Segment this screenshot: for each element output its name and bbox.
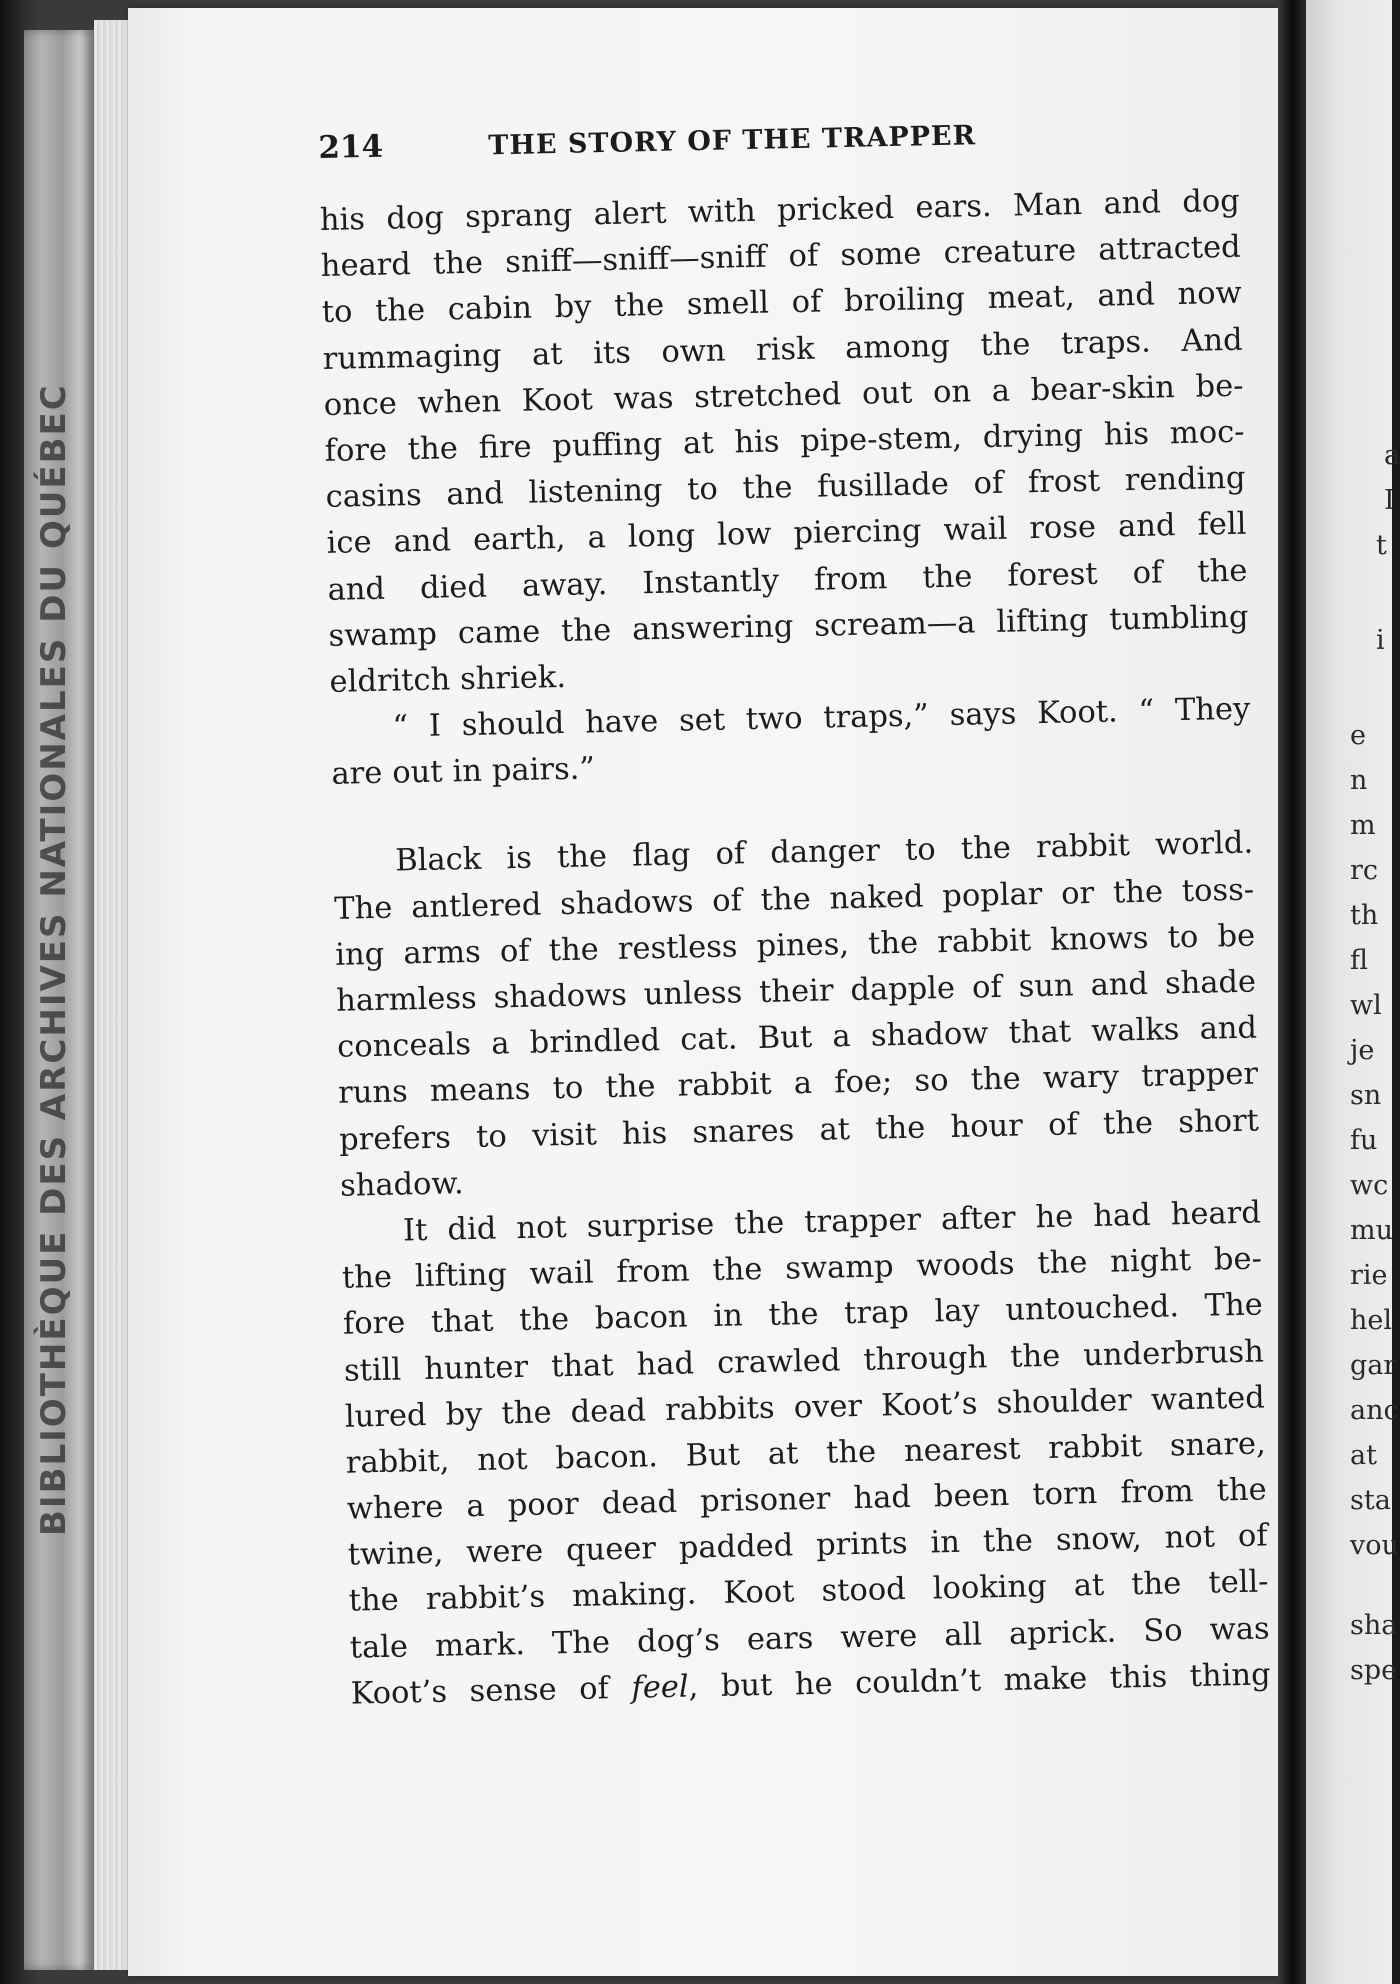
next-page-fragment: e [1350, 720, 1366, 751]
book-gutter [1278, 0, 1306, 1984]
next-page-fragment: wl [1350, 990, 1382, 1021]
text-line: Koot’s sense of feel, but he couldn’t make this thing [350, 1657, 1271, 1712]
text-line: tale mark. The dog’s ears were all aprick. So was [349, 1611, 1270, 1666]
next-page-fragment: hel [1350, 1305, 1393, 1336]
text-line: still hunter that had crawled through the underbrush [343, 1333, 1265, 1389]
next-page-fragment: rie [1350, 1260, 1388, 1291]
text-line: casins and listening to the fusillade of frost rending [325, 460, 1246, 516]
next-page-fragment: je [1350, 1035, 1375, 1066]
page-number: 214 [318, 128, 384, 166]
text-line: It did not surprise the trapper after he had heard [402, 1195, 1262, 1249]
text-line: are out in pairs.” [331, 751, 596, 793]
next-page-edge [1306, 0, 1400, 1984]
next-page-fragment: i [1376, 625, 1385, 656]
text-line: Black is the flag of danger to the rabbit world. [394, 826, 1254, 879]
text-line: eldritch shriek. [329, 659, 567, 700]
next-page-fragment: anc [1350, 1395, 1399, 1426]
text-line: fore that the bacon in the trap lay untouched. The [342, 1287, 1264, 1343]
text-line: fore the fire puffing at his pipe-stem, drying his moc- [324, 414, 1245, 469]
running-title: THE STORY OF THE TRAPPER [488, 120, 977, 162]
next-page-fragment: wc [1350, 1170, 1389, 1201]
text-line: his dog sprang alert with pricked ears. Man and dog [319, 183, 1241, 238]
text-line: where a poor dead prisoner had been torn from the [346, 1472, 1267, 1527]
next-page-fragment: vou [1350, 1530, 1399, 1561]
next-page-fragment: fu [1350, 1125, 1378, 1156]
text-line: lured by the dead rabbits over Koot’s shoulder wanted [344, 1380, 1266, 1435]
text-line: prefers to visit his snares at the hour of the short [338, 1103, 1260, 1158]
text-line: and died away. Instantly from the forest of the [327, 553, 1248, 608]
next-page-fragment: I [1384, 485, 1395, 516]
text-line: swamp came the answering scream—a lifting tumbling [328, 599, 1249, 654]
text-line: the rabbit’s making. Koot stood looking at the tell- [348, 1564, 1269, 1620]
page-body [319, 179, 1271, 1718]
next-page-fragment: mu [1350, 1215, 1393, 1246]
next-page-fragment: sn [1350, 1080, 1382, 1111]
text-line: ing arms of the restless pines, the rabbit knows to be [334, 918, 1256, 973]
next-page-fragment: sha [1350, 1610, 1398, 1641]
text-line: shadow. [339, 1165, 465, 1204]
next-page-fragment: fl [1350, 945, 1369, 976]
next-page-fragment: sta [1350, 1485, 1391, 1516]
text-line: harmless shadows unless their dapple of sun and shade [335, 964, 1257, 1019]
text-line: ice and earth, a long low piercing wail rose and fell [326, 506, 1247, 562]
next-page-fragment: a [1384, 440, 1400, 471]
next-page-fragment: rc [1350, 855, 1379, 886]
page-text-block [318, 111, 1271, 1718]
next-page-fragment: spe [1350, 1655, 1398, 1686]
text-line: conceals a brindled cat. But a shadow that walks and [336, 1010, 1258, 1065]
next-page-fragment: th [1350, 900, 1379, 931]
text-line: to the cabin by the smell of broiling meat, and now [321, 276, 1242, 331]
text-line: “ I should have set two traps,” says Koot. “ They [392, 691, 1251, 745]
library-stamp: BIBLIOTHÈQUE DES ARCHIVES NATIONALES DU QUÉBEC [34, 383, 74, 1537]
next-page-fragment: gar [1350, 1350, 1397, 1381]
text-line: twine, were queer padded prints in the snow, not of [347, 1518, 1268, 1573]
text-line: once when Koot was stretched out on a bear-skin be- [323, 368, 1244, 423]
next-page-fragment: at [1350, 1440, 1377, 1471]
text-line: the lifting wail from the swamp woods the night be- [341, 1241, 1263, 1296]
text-line: The antlered shadows of the naked poplar or the toss- [333, 872, 1255, 927]
text-line: rabbit, not bacon. But at the nearest rabbit snare, [345, 1426, 1267, 1481]
text-line: runs means to the rabbit a foe; so the wary trapper [337, 1056, 1259, 1112]
next-page-fragment: n [1350, 765, 1368, 796]
text-line: heard the sniff—sniff—sniff of some creature attracted [320, 229, 1241, 285]
next-page-fragment: m [1350, 810, 1376, 841]
text-line: rummaging at its own risk among the traps. And [322, 322, 1243, 377]
next-page-fragment: t [1376, 530, 1387, 561]
